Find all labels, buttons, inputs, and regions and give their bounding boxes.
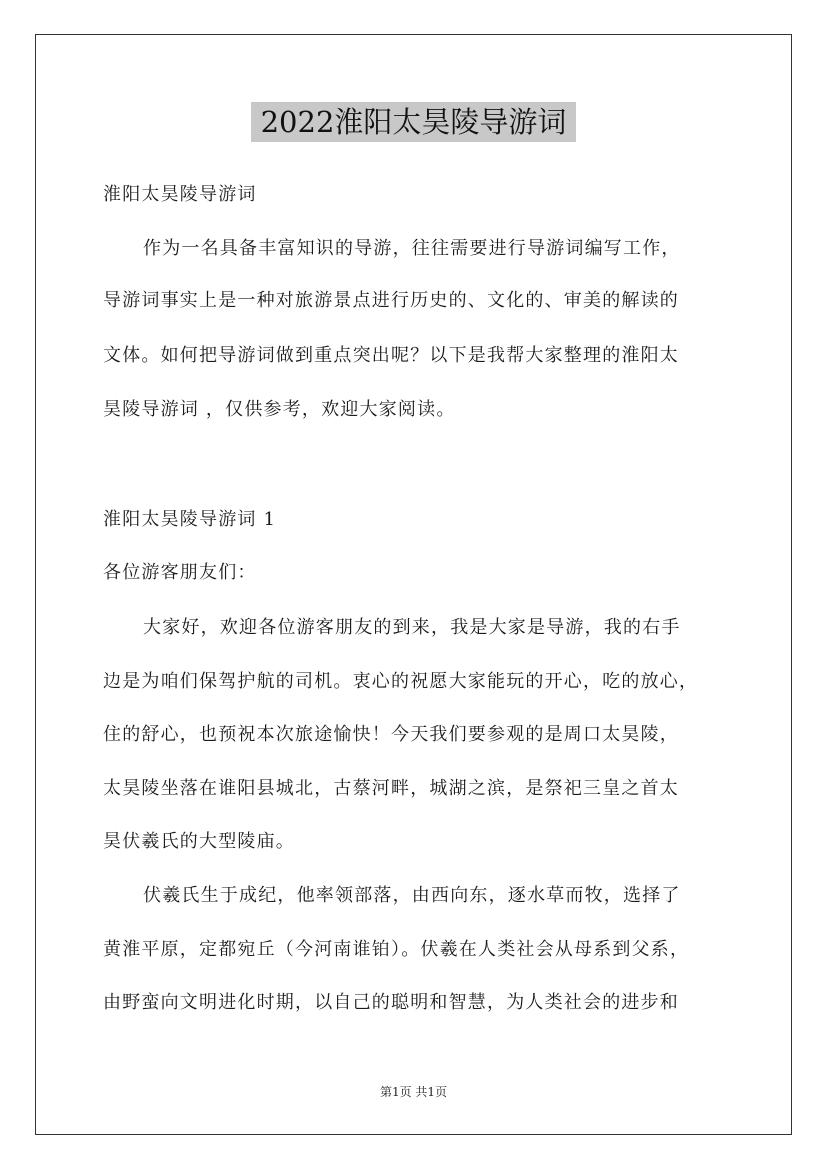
page-footer: 第1页 共1页 <box>379 1085 448 1099</box>
paragraph-line: 边是为咱们保驾护航的司机。衷心的祝愿大家能玩的开心，吃的放心， <box>103 671 699 692</box>
paragraph-line: 黄淮平原，定都宛丘（今河南谁铂）。伏羲在人类社会从母系到父系， <box>103 939 690 960</box>
subtitle-line: 淮阳太昊陵导游词 <box>103 184 257 205</box>
paragraph-line: 昊伏羲氏的大型陵庙。 <box>103 831 295 852</box>
paragraph-line: 昊陵导游词 ，仅供参考，欢迎大家阅读。 <box>103 399 456 420</box>
title-container <box>0 102 827 142</box>
paragraph-line: 大家好，欢迎各位游客朋友的到来，我是大家是导游，我的右手 <box>143 617 681 638</box>
paragraph-line: 文体。如何把导游词做到重点突出呢？以下是我帮大家整理的淮阳太 <box>103 345 679 366</box>
document-title: 2022淮阳太昊陵导游词 <box>251 102 577 142</box>
paragraph-line: 导游词事实上是一种对旅游景点进行历史的、文化的、审美的解读的 <box>103 290 679 311</box>
paragraph-line: 伏羲氏生于成纪，他率领部落，由西向东，逐水草而牧，选择了 <box>143 885 681 906</box>
paragraph-line: 太昊陵坐落在谁阳县城北，古蔡河畔，城湖之滨，是祭祀三皇之首太 <box>103 778 679 799</box>
paragraph-line: 由野蛮向文明进化时期，以自己的聪明和智慧，为人类社会的进步和 <box>103 992 679 1013</box>
salutation-line: 各位游客朋友们： <box>103 562 257 583</box>
paragraph-line: 作为一名具备丰富知识的导游，往往需要进行导游词编写工作， <box>143 238 681 259</box>
paragraph-line: 住的舒心，也预祝本次旅途愉快！今天我们要参观的是周口太昊陵， <box>103 724 679 745</box>
section-heading: 淮阳太昊陵导游词 1 <box>103 509 277 530</box>
